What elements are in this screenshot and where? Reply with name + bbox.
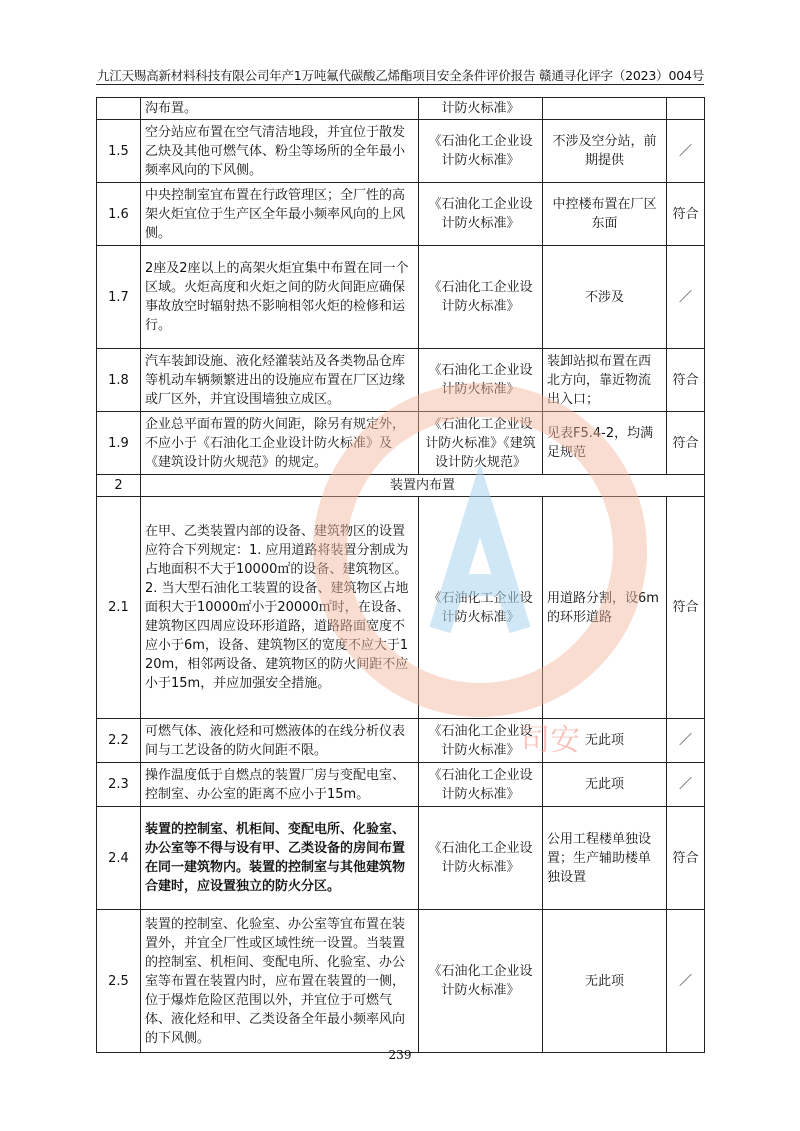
item-number: 2.4 [97,807,141,910]
item-requirement: 装置的控制室、机柜间、变配电所、化验室、办公室等不得与设有甲、乙类设备的房间布置在同一建筑物内。装置的控制室与其他建筑物合建时，应设置独立的防火分区。 [141,807,419,910]
table-row [97,349,705,412]
table-row [97,910,705,1053]
item-requirement: 空分站应布置在空气清洁地段，并宜位于散发乙炔及其他可燃气体、粉尘等场所的全年最小频率风向的下风侧。 [141,120,419,183]
item-result: ／ [667,910,705,1053]
table-row [97,719,705,763]
item-number: 2.3 [97,763,141,807]
section-title: 装置内布置 [141,475,705,497]
item-finding: 不涉及 [543,246,667,349]
page-header: 九江天赐高新材料科技有限公司年产1万吨氟代碳酸乙烯酯项目安全条件评价报告 赣通寻化评字（2023）004号 [97,68,704,83]
watermark-stamp-text: 司安 [520,723,580,758]
item-finding: 无此项 [543,910,667,1053]
item-standard: 《石油化工企业设计防火标准》 [419,497,543,719]
page-number: 239 [388,1048,412,1062]
item-finding: 不涉及空分站，前期提供 [543,120,667,183]
item-number: 1.7 [97,246,141,349]
item-result: 符合 [667,412,705,475]
item-standard: 《石油化工企业设计防火标准》 [419,183,543,246]
table-row [97,412,705,475]
item-standard: 《石油化工企业设计防火标准》《建筑设计防火规范》 [419,412,543,475]
item-result: ／ [667,246,705,349]
table-row [97,807,705,910]
item-finding [543,98,667,120]
item-standard: 《石油化工企业设计防火标准》 [419,763,543,807]
item-number: 2.1 [97,497,141,719]
item-result [667,98,705,120]
item-result: 符合 [667,497,705,719]
item-result: ／ [667,120,705,183]
table-row [97,120,705,183]
item-standard: 《石油化工企业设计防火标准》 [419,120,543,183]
item-requirement: 在甲、乙类装置内部的设备、建筑物区的设置应符合下列规定：1. 应用道路将装置分割成为占地面积不大于10000㎡的设备、建筑物区。2. 当大型石油化工装置的设备、建筑物区占地面积大于10000㎡小于20000㎡时，在设备、建筑物区四周应设环形道路，道路路面宽度不应小于6m，设备、建筑物区的宽度不应大于120m，相邻两设备、建筑物区的防火间距不应小于15m，并应加强安全措施。 [141,497,419,719]
table-row [97,246,705,349]
item-standard: 《石油化工企业设计防火标准》 [419,349,543,412]
table-row [97,763,705,807]
header-rule [96,84,704,85]
section-number: 2 [97,475,141,497]
item-requirement: 沟布置。 [141,98,419,120]
item-requirement: 企业总平面布置的防火间距，除另有规定外，不应小于《石油化工企业设计防火标准》及《建筑设计防火规范》的规定。 [141,412,419,475]
item-finding: 见表F5.4-2，均满足规范 [543,412,667,475]
item-result: ／ [667,719,705,763]
section-row [97,475,705,497]
item-finding: 装卸站拟布置在西北方向，靠近物流出入口； [543,349,667,412]
item-requirement: 汽车装卸设施、液化烃灌装站及各类物品仓库等机动车辆频繁进出的设施应布置在厂区边缘或厂区外，并宜设围墙独立成区。 [141,349,419,412]
item-requirement: 装置的控制室、化验室、办公室等宜布置在装置外，并宜全厂性或区域性统一设置。当装置的控制室、机柜间、变配电所、化验室、办公室等布置在装置内时，应布置在装置的一侧，位于爆炸危险区范围以外，并宜位于可燃气体、液化烃和甲、乙类设备全年最小频率风向的下风侧。 [141,910,419,1053]
item-result: 符合 [667,807,705,910]
item-finding: 用道路分割，设6m的环形道路 [543,497,667,719]
table-row [97,497,705,719]
item-standard: 《石油化工企业设计防火标准》 [419,807,543,910]
evaluation-table [96,97,705,1053]
item-number: 1.5 [97,120,141,183]
item-result: 符合 [667,349,705,412]
item-finding: 中控楼布置在厂区东面 [543,183,667,246]
item-number: 1.9 [97,412,141,475]
item-number: 2.5 [97,910,141,1053]
item-finding: 无此项 [543,763,667,807]
item-standard: 《石油化工企业设计防火标准》 [419,719,543,763]
item-number [97,98,141,120]
item-requirement: 中央控制室宜布置在行政管理区；全厂性的高架火炬宜位于生产区全年最小频率风向的上风侧。 [141,183,419,246]
item-standard: 《石油化工企业设计防火标准》 [419,910,543,1053]
item-standard: 《石油化工企业设计防火标准》 [419,246,543,349]
item-number: 2.2 [97,719,141,763]
item-number: 1.8 [97,349,141,412]
item-result: 符合 [667,183,705,246]
item-requirement: 2座及2座以上的高架火炬宜集中布置在同一个区域。火炬高度和火炬之间的防火间距应确保事故放空时辐射热不影响相邻火炬的检修和运行。 [141,246,419,349]
item-number: 1.6 [97,183,141,246]
table-row [97,183,705,246]
item-standard: 计防火标准》 [419,98,543,120]
item-requirement: 可燃气体、液化烃和可燃液体的在线分析仪表间与工艺设备的防火间距不限。 [141,719,419,763]
item-requirement: 操作温度低于自燃点的装置厂房与变配电室、控制室、办公室的距离不应小于15m。 [141,763,419,807]
item-finding: 公用工程楼单独设置；生产辅助楼单独设置 [543,807,667,910]
table-row [97,98,705,120]
item-result: ／ [667,763,705,807]
item-finding: 无此项 [543,719,667,763]
